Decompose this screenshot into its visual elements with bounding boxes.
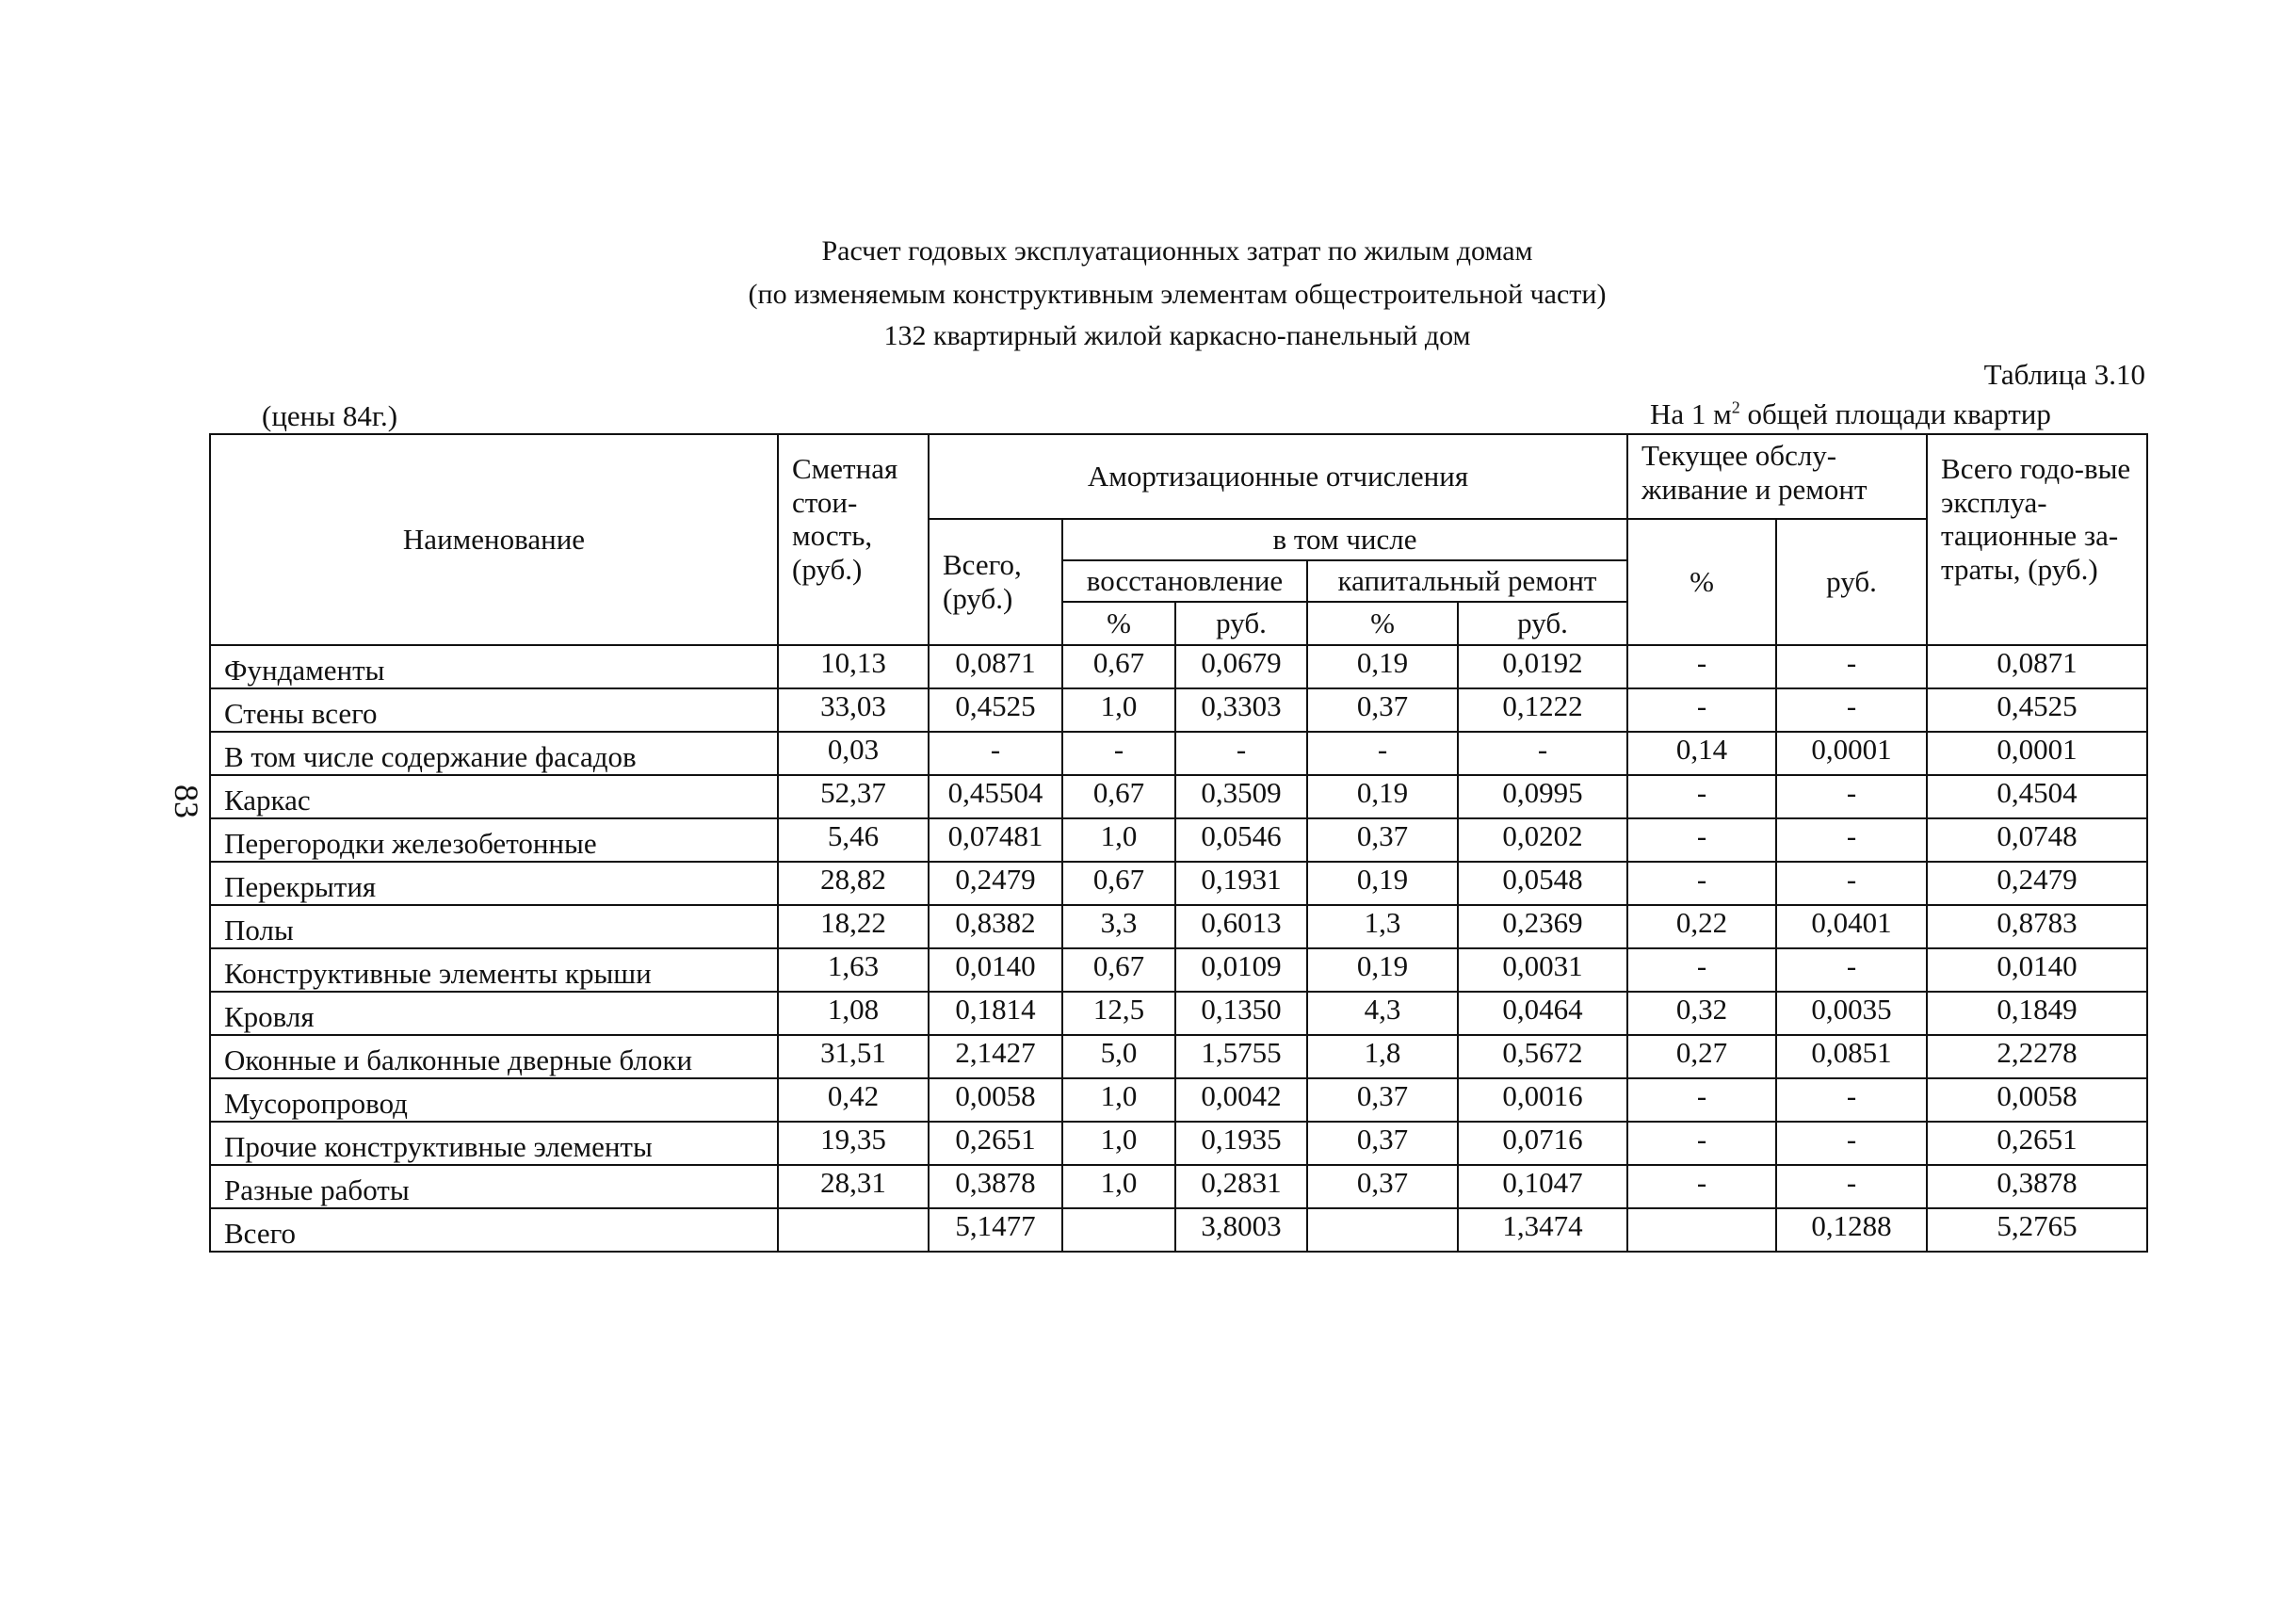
cell-capital-pct: 0,37 xyxy=(1307,688,1458,732)
cell-restoration-rub: 1,5755 xyxy=(1175,1035,1307,1078)
header-capital-rub: руб. xyxy=(1458,602,1627,645)
cell-capital-pct: 0,37 xyxy=(1307,818,1458,862)
cell-service-pct: - xyxy=(1627,1122,1776,1165)
cell-restoration-pct: 1,0 xyxy=(1062,818,1175,862)
page-number: 83 xyxy=(168,784,205,818)
cell-service-pct: - xyxy=(1627,1078,1776,1122)
header-name: Наименование xyxy=(210,434,778,645)
cell-estimated-cost: 18,22 xyxy=(778,905,929,948)
cell-restoration-pct: 1,0 xyxy=(1062,688,1175,732)
table-row xyxy=(210,688,2147,732)
table-row xyxy=(210,1165,2147,1208)
row-name: Разные работы xyxy=(210,1165,778,1208)
cost-table xyxy=(209,433,2148,1253)
cell-service-pct: 0,22 xyxy=(1627,905,1776,948)
cell-restoration-pct: 0,67 xyxy=(1062,645,1175,688)
cell-amort-total: 0,0058 xyxy=(929,1078,1062,1122)
unit-note-pre: На 1 м xyxy=(1650,397,1732,430)
row-name: Мусоропровод xyxy=(210,1078,778,1122)
table-row xyxy=(210,732,2147,775)
cell-restoration-rub: 0,1931 xyxy=(1175,862,1307,905)
cell-service-rub: - xyxy=(1776,862,1927,905)
cell-capital-rub: 0,0202 xyxy=(1458,818,1627,862)
cell-amort-total: 0,45504 xyxy=(929,775,1062,818)
cell-capital-pct: 0,19 xyxy=(1307,645,1458,688)
cell-service-pct: - xyxy=(1627,688,1776,732)
cell-estimated-cost: 10,13 xyxy=(778,645,929,688)
cell-capital-rub: 0,0192 xyxy=(1458,645,1627,688)
cell-total-annual: 0,2651 xyxy=(1927,1122,2147,1165)
cell-total-annual: 0,0748 xyxy=(1927,818,2147,862)
table-row xyxy=(210,948,2147,992)
cell-restoration-rub: 0,1350 xyxy=(1175,992,1307,1035)
cell-capital-rub: - xyxy=(1458,732,1627,775)
header-service-pct: % xyxy=(1627,519,1776,645)
cell-service-pct: - xyxy=(1627,948,1776,992)
cell-total-annual: 0,1849 xyxy=(1927,992,2147,1035)
table-row xyxy=(210,818,2147,862)
cell-total-annual: 0,0140 xyxy=(1927,948,2147,992)
header-capital-pct: % xyxy=(1307,602,1458,645)
cell-total-annual: 0,8783 xyxy=(1927,905,2147,948)
cell-estimated-cost: 0,03 xyxy=(778,732,929,775)
cell-total-annual: 0,4525 xyxy=(1927,688,2147,732)
cell-amort-total: 0,0871 xyxy=(929,645,1062,688)
cell-restoration-pct: 1,0 xyxy=(1062,1165,1175,1208)
cell-restoration-rub: 0,6013 xyxy=(1175,905,1307,948)
cell-total-annual: 0,3878 xyxy=(1927,1165,2147,1208)
header-including: в том числе xyxy=(1062,519,1627,560)
cell-amort-total: 0,2479 xyxy=(929,862,1062,905)
table-row xyxy=(210,905,2147,948)
cell-capital-pct: 4,3 xyxy=(1307,992,1458,1035)
cell-service-rub: - xyxy=(1776,645,1927,688)
cell-restoration-rub: - xyxy=(1175,732,1307,775)
cell-total-annual: 0,0058 xyxy=(1927,1078,2147,1122)
cell-capital-pct: 0,37 xyxy=(1307,1122,1458,1165)
table-row xyxy=(210,1035,2147,1078)
cell-service-pct: 0,14 xyxy=(1627,732,1776,775)
header-amortization: Амортизационные отчисления xyxy=(929,434,1627,519)
cell-estimated-cost: 1,63 xyxy=(778,948,929,992)
cell-total-annual: 0,0871 xyxy=(1927,645,2147,688)
cell-service-rub: - xyxy=(1776,1122,1927,1165)
unit-note-sup: 2 xyxy=(1731,397,1740,417)
table-number: Таблица 3.10 xyxy=(1983,358,2145,391)
header-service-rub: руб. xyxy=(1776,519,1927,645)
cell-capital-pct xyxy=(1307,1208,1458,1252)
cell-capital-rub: 0,1047 xyxy=(1458,1165,1627,1208)
cell-service-pct: 0,27 xyxy=(1627,1035,1776,1078)
cell-restoration-pct xyxy=(1062,1208,1175,1252)
cell-capital-rub: 0,1222 xyxy=(1458,688,1627,732)
row-name: Прочие конструктивные элементы xyxy=(210,1122,778,1165)
row-name: Фундаменты xyxy=(210,645,778,688)
row-name: Всего xyxy=(210,1208,778,1252)
cell-restoration-rub: 3,8003 xyxy=(1175,1208,1307,1252)
header-total-annual: Всего годо-вые эксплуа-тационные за-траты, (руб.) xyxy=(1927,434,2147,645)
cell-service-rub: 0,1288 xyxy=(1776,1208,1927,1252)
cell-restoration-pct: 3,3 xyxy=(1062,905,1175,948)
table-row xyxy=(210,775,2147,818)
cell-restoration-rub: 0,3303 xyxy=(1175,688,1307,732)
cell-restoration-rub: 0,3509 xyxy=(1175,775,1307,818)
row-name: Оконные и балконные дверные блоки xyxy=(210,1035,778,1078)
table-row xyxy=(210,645,2147,688)
cell-estimated-cost: 31,51 xyxy=(778,1035,929,1078)
unit-note xyxy=(1650,397,2051,431)
table-title-line-3: 132 квартирный жилой каркасно-панельный дом xyxy=(883,320,1471,351)
cell-capital-rub: 0,0548 xyxy=(1458,862,1627,905)
cell-capital-pct: 1,8 xyxy=(1307,1035,1458,1078)
row-name: Каркас xyxy=(210,775,778,818)
cell-amort-total: 0,07481 xyxy=(929,818,1062,862)
cell-total-annual: 0,2479 xyxy=(1927,862,2147,905)
cell-total-annual: 0,4504 xyxy=(1927,775,2147,818)
table-row xyxy=(210,992,2147,1035)
cell-capital-pct: 0,19 xyxy=(1307,775,1458,818)
cell-service-pct: - xyxy=(1627,1165,1776,1208)
row-name: Стены всего xyxy=(210,688,778,732)
prices-note: (цены 84г.) xyxy=(262,399,398,432)
unit-note-post: общей площади квартир xyxy=(1739,397,2051,430)
cell-estimated-cost: 1,08 xyxy=(778,992,929,1035)
cell-capital-pct: 1,3 xyxy=(1307,905,1458,948)
cell-capital-pct: - xyxy=(1307,732,1458,775)
cell-amort-total: 0,4525 xyxy=(929,688,1062,732)
cell-capital-rub: 0,0716 xyxy=(1458,1122,1627,1165)
row-name: Перекрытия xyxy=(210,862,778,905)
row-name: В том числе содержание фасадов xyxy=(210,732,778,775)
cell-estimated-cost xyxy=(778,1208,929,1252)
table-title-line-1: Расчет годовых эксплуатационных затрат по жилым домам xyxy=(821,235,1533,267)
table-row xyxy=(210,1122,2147,1165)
cell-service-rub: - xyxy=(1776,775,1927,818)
header-current-service: Текущее обслу-живание и ремонт xyxy=(1627,434,1927,519)
cell-capital-rub: 0,0031 xyxy=(1458,948,1627,992)
cell-restoration-pct: 0,67 xyxy=(1062,948,1175,992)
cell-amort-total: 0,0140 xyxy=(929,948,1062,992)
cell-capital-rub: 0,0016 xyxy=(1458,1078,1627,1122)
cell-capital-rub: 0,0995 xyxy=(1458,775,1627,818)
cell-amort-total: 0,2651 xyxy=(929,1122,1062,1165)
cell-service-pct: - xyxy=(1627,818,1776,862)
cell-estimated-cost: 28,31 xyxy=(778,1165,929,1208)
cell-service-pct: - xyxy=(1627,645,1776,688)
row-name: Конструктивные элементы крыши xyxy=(210,948,778,992)
cell-restoration-pct: 1,0 xyxy=(1062,1078,1175,1122)
cell-total-annual: 2,2278 xyxy=(1927,1035,2147,1078)
cell-restoration-pct: 1,0 xyxy=(1062,1122,1175,1165)
header-restoration-pct: % xyxy=(1062,602,1175,645)
cell-service-pct xyxy=(1627,1208,1776,1252)
cell-amort-total: 0,8382 xyxy=(929,905,1062,948)
table-row xyxy=(210,1078,2147,1122)
cell-estimated-cost: 33,03 xyxy=(778,688,929,732)
cell-restoration-rub: 0,0109 xyxy=(1175,948,1307,992)
cell-amort-total: 0,1814 xyxy=(929,992,1062,1035)
cell-restoration-pct: 12,5 xyxy=(1062,992,1175,1035)
row-name: Полы xyxy=(210,905,778,948)
cell-estimated-cost: 5,46 xyxy=(778,818,929,862)
cell-restoration-rub: 0,0042 xyxy=(1175,1078,1307,1122)
table-row-total xyxy=(210,1208,2147,1252)
table-title-line-2: (по изменяемым конструктивным элементам общестроительной части) xyxy=(748,279,1607,310)
cell-service-rub: 0,0035 xyxy=(1776,992,1927,1035)
header-amort-total: Всего, (руб.) xyxy=(929,519,1062,645)
cell-amort-total: 0,3878 xyxy=(929,1165,1062,1208)
cell-estimated-cost: 52,37 xyxy=(778,775,929,818)
cell-service-pct: - xyxy=(1627,862,1776,905)
cell-service-rub: 0,0001 xyxy=(1776,732,1927,775)
cell-restoration-rub: 0,2831 xyxy=(1175,1165,1307,1208)
cell-restoration-rub: 0,1935 xyxy=(1175,1122,1307,1165)
cell-capital-pct: 0,37 xyxy=(1307,1078,1458,1122)
cell-estimated-cost: 0,42 xyxy=(778,1078,929,1122)
cell-capital-pct: 0,19 xyxy=(1307,948,1458,992)
cell-service-pct: 0,32 xyxy=(1627,992,1776,1035)
row-name: Перегородки железобетонные xyxy=(210,818,778,862)
cell-capital-rub: 0,2369 xyxy=(1458,905,1627,948)
cell-amort-total: 5,1477 xyxy=(929,1208,1062,1252)
cell-restoration-pct: 0,67 xyxy=(1062,775,1175,818)
cell-restoration-pct: 0,67 xyxy=(1062,862,1175,905)
cell-service-rub: - xyxy=(1776,948,1927,992)
cell-restoration-rub: 0,0546 xyxy=(1175,818,1307,862)
cell-total-annual: 5,2765 xyxy=(1927,1208,2147,1252)
header-estimated-cost: Сметная стои-мость, (руб.) xyxy=(778,434,929,645)
cell-service-rub: - xyxy=(1776,1078,1927,1122)
cell-service-rub: - xyxy=(1776,818,1927,862)
table-row xyxy=(210,862,2147,905)
cell-capital-rub: 1,3474 xyxy=(1458,1208,1627,1252)
cell-service-rub: 0,0401 xyxy=(1776,905,1927,948)
cell-restoration-rub: 0,0679 xyxy=(1175,645,1307,688)
cell-service-rub: - xyxy=(1776,688,1927,732)
cell-service-rub: 0,0851 xyxy=(1776,1035,1927,1078)
header-restoration: восстановление xyxy=(1062,560,1307,602)
row-name: Кровля xyxy=(210,992,778,1035)
cell-restoration-pct: 5,0 xyxy=(1062,1035,1175,1078)
cell-amort-total: 2,1427 xyxy=(929,1035,1062,1078)
cell-amort-total: - xyxy=(929,732,1062,775)
header-restoration-rub: руб. xyxy=(1175,602,1307,645)
cell-capital-rub: 0,0464 xyxy=(1458,992,1627,1035)
cell-capital-pct: 0,37 xyxy=(1307,1165,1458,1208)
header-capital-repair: капитальный ремонт xyxy=(1307,560,1627,602)
cell-capital-pct: 0,19 xyxy=(1307,862,1458,905)
cell-estimated-cost: 19,35 xyxy=(778,1122,929,1165)
cell-service-pct: - xyxy=(1627,775,1776,818)
cell-estimated-cost: 28,82 xyxy=(778,862,929,905)
cell-capital-rub: 0,5672 xyxy=(1458,1035,1627,1078)
cell-service-rub: - xyxy=(1776,1165,1927,1208)
cell-restoration-pct: - xyxy=(1062,732,1175,775)
cell-total-annual: 0,0001 xyxy=(1927,732,2147,775)
